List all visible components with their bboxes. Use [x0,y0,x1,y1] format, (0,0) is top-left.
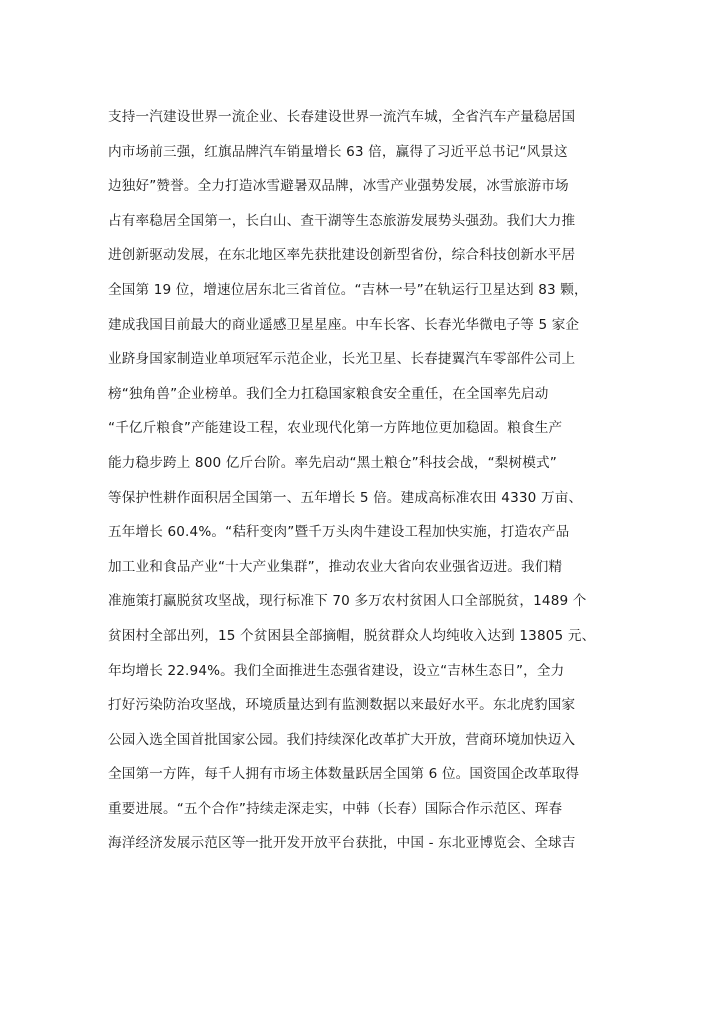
text-line: 公园入选全国首批国家公园。我们持续深化改革扩大开放，营商环境加快迈入 [108,731,576,748]
text-line: 业跻身国家制造业单项冠军示范企业，长光卫星、长春捷翼汽车零部件公司上 [108,351,576,368]
text-line: 全国第 19 位，增速位居东北三省首位。“吉林一号”在轨运行卫星达到 83 颗， [108,281,588,298]
text-line: 加工业和食品产业“十大产业集群”，推动农业大省向农业强省迈进。我们精 [108,558,563,575]
text-line: “千亿斤粮食”产能建设工程，农业现代化第一方阵地位更加稳固。粮食生产 [108,420,563,437]
text-line: 等保护性耕作面积居全国第一、五年增长 5 倍。建成高标准农田 4330 万亩、 [108,489,583,506]
text-line: 支持一汽建设世界一流企业、长春建设世界一流汽车城，全省汽车产量稳居国 [108,109,576,125]
text-line: 年均增长 22.94%。我们全面推进生态强省建设，设立“吉林生态日”，全力 [108,662,565,679]
body-text [108,106,628,867]
text-line: 海洋经济发展示范区等一批开发开放平台获批，中国 - 东北亚博览会、全球吉 [108,835,576,852]
text-line: 边独好”赞誉。全力打造冰雪避暑双品牌，冰雪产业强势发展，冰雪旅游市场 [108,178,569,195]
text-line: 进创新驱动发展，在东北地区率先获批建设创新型省份，综合科技创新水平居 [108,247,576,264]
text-line: 全国第一方阵，每千人拥有市场主体数量跃居全国第 6 位。国资国企改革取得 [108,766,580,783]
text-line: 内市场前三强，红旗品牌汽车销量增长 63 倍，赢得了习近平总书记“风景这 [108,143,568,160]
text-line: 五年增长 60.4%。“秸秆变肉”暨千万头肉牛建设工程加快实施，打造农产品 [108,524,570,541]
text-line: 占有率稳居全国第一，长白山、查干湖等生态旅游发展势头强劲。我们大力推 [108,212,576,229]
text-line: 建成我国目前最大的商业遥感卫星星座。中车长客、长春光华微电子等 5 家企 [108,316,580,333]
text-line: 重要进展。“五个合作”持续走深走实，中韩（长春）国际合作示范区、珲春 [108,800,563,817]
text-line: 打好污染防治攻坚战，环境质量达到有监测数据以来最好水平。东北虎豹国家 [108,697,576,714]
text-line: 榜“独角兽”企业榜单。我们全力扛稳国家粮食安全重任，在全国率先启动 [108,385,549,402]
text-line: 能力稳步跨上 800 亿斤台阶。率先启动“黑土粮仓”科技会战，“梨树模式” [108,454,557,471]
text-line: 贫困村全部出列，15 个贫困县全部摘帽，脱贫群众人均纯收入达到 13805 元、 [108,627,596,644]
text-line: 准施策打赢脱贫攻坚战，现行标准下 70 多万农村贫困人口全部脱贫，1489 个 [108,593,587,610]
